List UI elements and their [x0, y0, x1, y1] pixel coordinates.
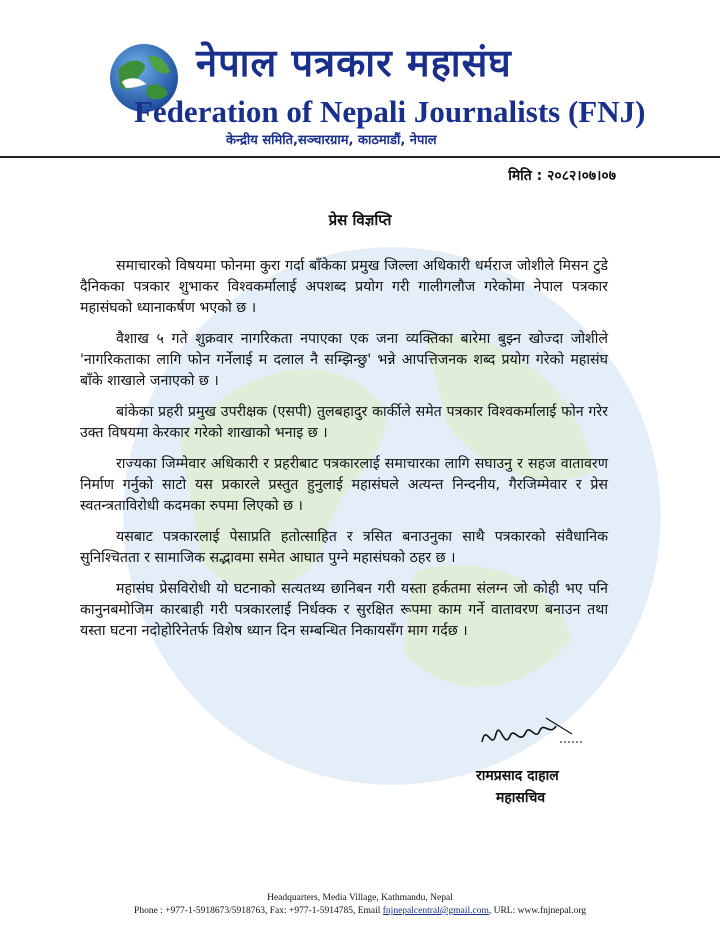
org-address: केन्द्रीय समिति,सञ्चारग्राम, काठमाडौं, नेपाल [226, 133, 437, 148]
signatory-name: रामप्रसाद दाहाल [476, 768, 559, 784]
paragraph: राज्यका जिम्मेवार अधिकारी र प्रहरीबाट पत्रकारलाई समाचारका लागि सघाउनु र सहज वातावरण निर्माण गर्नुको साटो यस प्रकारले प्रस्तुत हुनुलाई महासंघले अत्यन्त निन्दनीय, गैरजिम्मेवार र प्रेस स्वतन्त्रताविरोधी कदमका रुपमा लिएको छ । [80, 456, 608, 514]
paragraph: समाचारको विषयमा फोनमा कुरा गर्दा बाँकेका प्रमुख जिल्ला अधिकारी धर्मराज जोशीले मिसन टुडे दैनिकका पत्रकार शुभाकर विश्वकर्मालाई अपशब्द प्रयोग गरी गालीगलौज गरेकोमा नेपाल पत्रकार महासंघको ध्यानाकर्षण भएको छ । [80, 258, 608, 316]
footer-url: , URL: www.fnjnepal.org [488, 906, 586, 916]
footer-contact [0, 905, 720, 918]
footer-address: Headquarters, Media Village, Kathmandu, Nepal [267, 893, 453, 903]
footer-phone-fax: Phone : +977-1-5918673/5918763, Fax: +977-1-5914785, Email [134, 906, 381, 916]
header-divider [0, 156, 720, 158]
paragraph: वैशाख ५ गते शुक्रवार नागरिकता नपाएका एक जना व्यक्तिका बारेमा बुझ्न खोज्दा जोशीले 'नागरिकताका लागि फोन गर्नेलाई म दलाल नै सम्झिन्छु' भन्ने आपत्तिजनक शब्द प्रयोग गरेको महासंघ बाँके शाखाले जनाएको छ । [80, 331, 608, 389]
footer-email-link[interactable]: fnjnepalcentral@gmail.com [382, 906, 489, 916]
org-name-english: Federation of Nepali Journalists (FNJ) [134, 94, 646, 129]
document-heading: प्रेस विज्ञप्ति [328, 211, 392, 229]
signature-icon [476, 712, 586, 758]
date-line: मिति : २०८२।०७।०७ [508, 168, 616, 184]
org-name-nepali: नेपाल पत्रकार महासंघ [196, 41, 512, 85]
footer [0, 892, 720, 918]
press-release-body [80, 256, 608, 652]
paragraph: यसबाट पत्रकारलाई पेसाप्रति हतोत्साहित र त्रसित बनाउनुका साथै पत्रकारको संवैधानिक सुनिश्चितता र सामाजिक सद्भावमा समेत आघात पुग्ने महासंघको ठहर छ । [80, 529, 608, 566]
paragraph: बांकेका प्रहरी प्रमुख उपरीक्षक (एसपी) तुलबहादुर कार्कीले समेत पत्रकार विश्वकर्मालाई फोन गरेर उक्त विषयमा केरकार गरेको शाखाको भनाइ छ । [80, 404, 608, 441]
paragraph: महासंघ प्रेसविरोधी यो घटनाको सत्यतथ्य छानिबन गरी यस्ता हर्कतमा संलग्न जो कोही भए पनि कानुनबमोजिम कारबाही गरी पत्रकारलाई निर्धक्क र सुरक्षित रूपमा काम गर्ने वातावरण बनाउन तथा यस्ता घटना नदोहोरिनेतर्फ विशेष ध्यान दिन सम्बन्धित निकायसँग माग गर्दछ । [80, 581, 608, 639]
signatory-title: महासचिव [496, 790, 546, 806]
